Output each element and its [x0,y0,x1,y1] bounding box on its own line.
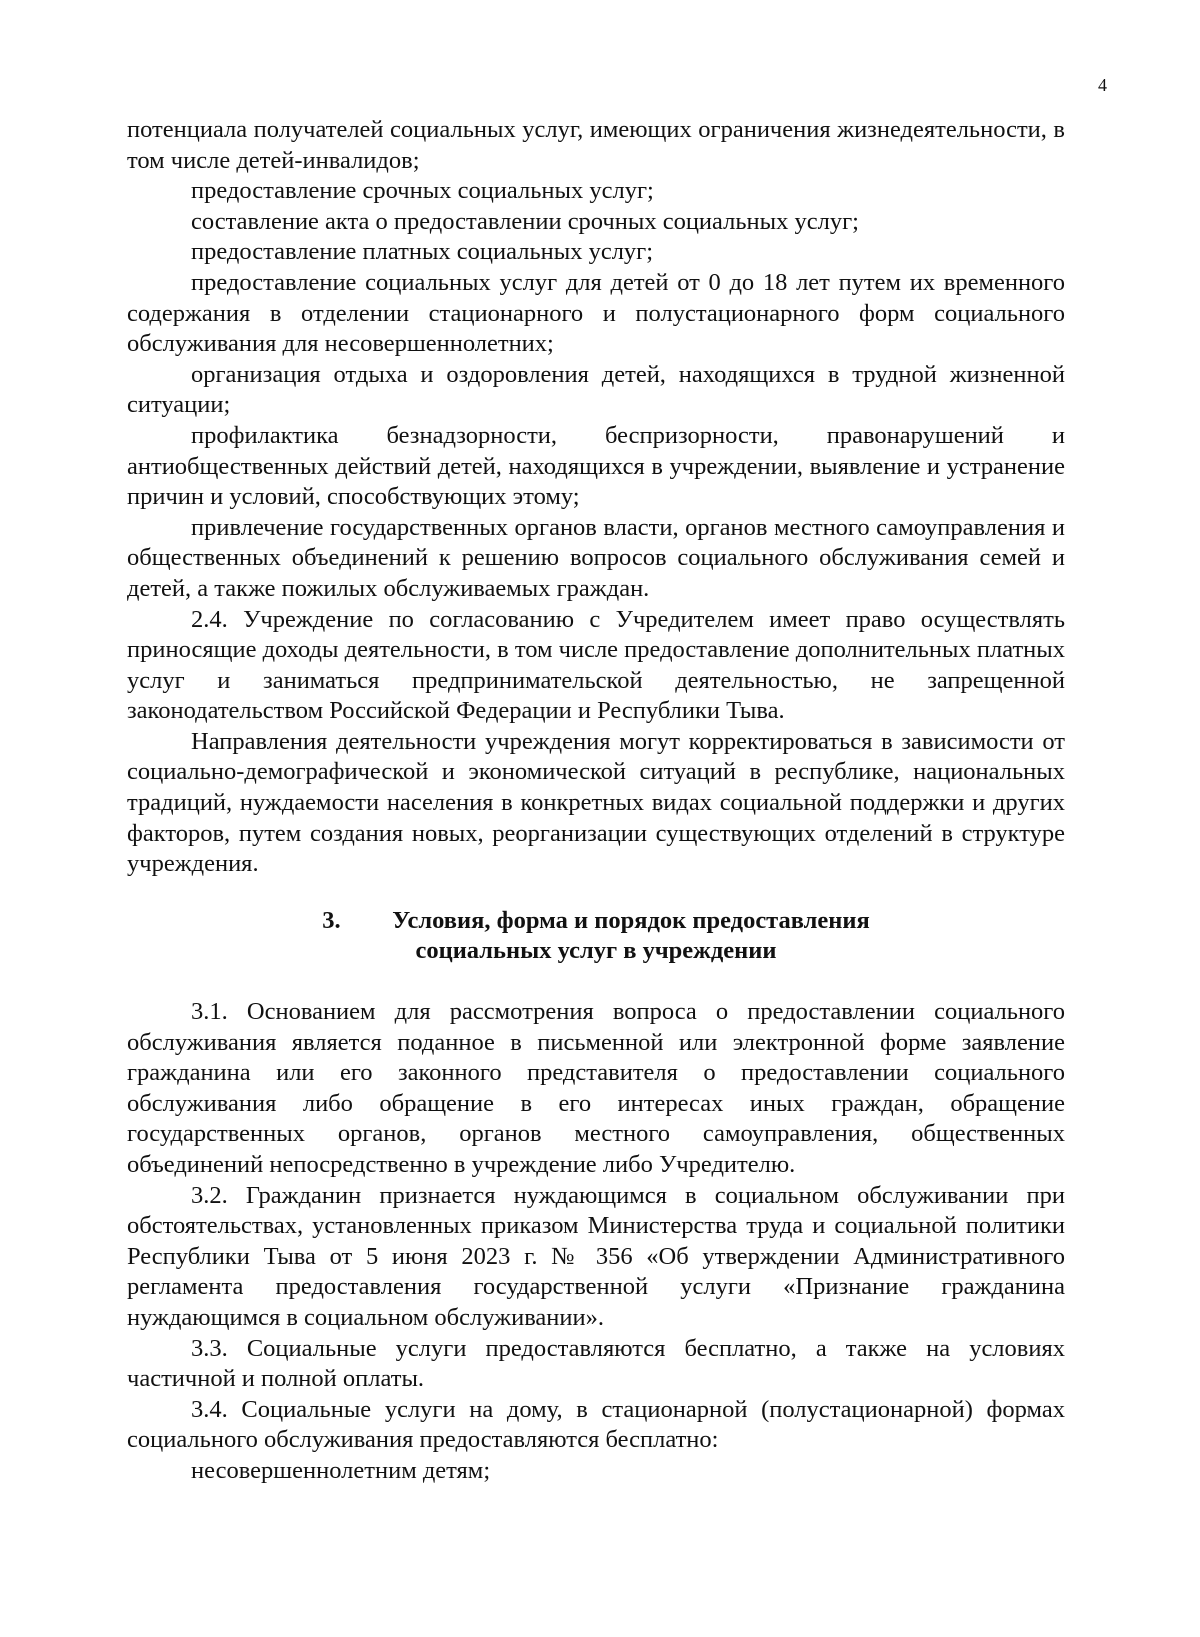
paragraph: несовершеннолетним детям; [191,1456,491,1484]
section-heading [127,906,1065,967]
section-number: 3. [322,906,341,934]
paragraph: 2.4. Учреждение по согласованию с Учредителем имеет право осуществлять приносящие доходы деятельности, в том числе предоставление дополнительных платных услуг и заниматься предпринимательской деятельностью, не запрещенной законодательством Российской Федерации и Республики Тыва. [127,605,1065,725]
section-title-line-1: Условия, форма и порядок предоставления [392,906,870,934]
paragraph: предоставление социальных услуг для детей от 0 до 18 лет путем их временного содержания в отделении стационарного и полустационарного форм социального обслуживания для несовершеннолетних; [127,268,1065,358]
paragraph: 3.4. Социальные услуги на дому, в стационарной (полустационарной) формах социального обслуживания предоставляются бесплатно: [127,1395,1065,1454]
paragraph: предоставление срочных социальных услуг; [191,177,654,205]
paragraph: 3.3. Социальные услуги предоставляются бесплатно, а также на условиях частичной и полной оплаты. [127,1334,1065,1393]
section-title-line-2: социальных услуг в учреждении [415,937,777,965]
paragraph: составление акта о предоставлении срочных социальных услуг; [191,207,859,235]
document-body [127,115,1065,1487]
page-number: 4 [1098,75,1107,95]
paragraph: потенциала получателей социальных услуг, имеющих ограничения жизнедеятельности, в том числе детей-инвалидов; [127,116,1065,174]
section-heading-line-1 [127,906,1065,937]
paragraph: профилактика безнадзорности, беспризорности, правонарушений и антиобщественных действий детей, находящихся в учреждении, выявление и устранение причин и условий, способствующих этому; [127,421,1065,511]
paragraph: 3.1. Основанием для рассмотрения вопроса о предоставлении социального обслуживания является поданное в письменной или электронной форме заявление гражданина или его законного представителя о предоставлении социального обслуживания либо обращение в его интересах иных граждан, обращение государственных органов, органов местного самоуправления, общественных объединений непосредственно в учреждение либо Учредителю. [127,998,1065,1178]
paragraph: предоставление платных социальных услуг; [191,238,654,266]
paragraph: организация отдыха и оздоровления детей, находящихся в трудной жизненной ситуации; [127,360,1065,419]
paragraph: 3.2. Гражданин признается нуждающимся в социальном обслуживании при обстоятельствах, установленных приказом Министерства труда и социальной политики Республики Тыва от 5 июня 2023 г. № 356 «Об утверждении Административного регламента предоставления государственной услуги «Признание гражданина нуждающимся в социальном обслуживании». [127,1181,1065,1331]
paragraph: Направления деятельности учреждения могут корректироваться в зависимости от социально-демографической и экономической ситуаций в республике, национальных традиций, нуждаемости населения в конкретных видах социальной поддержки и других факторов, путем создания новых, реорганизации существующих отделений в структуре учреждения. [127,727,1065,878]
paragraph: привлечение государственных органов власти, органов местного самоуправления и общественных объединений к решению вопросов социального обслуживания семей и детей, а также пожилых обслуживаемых граждан. [127,513,1065,602]
